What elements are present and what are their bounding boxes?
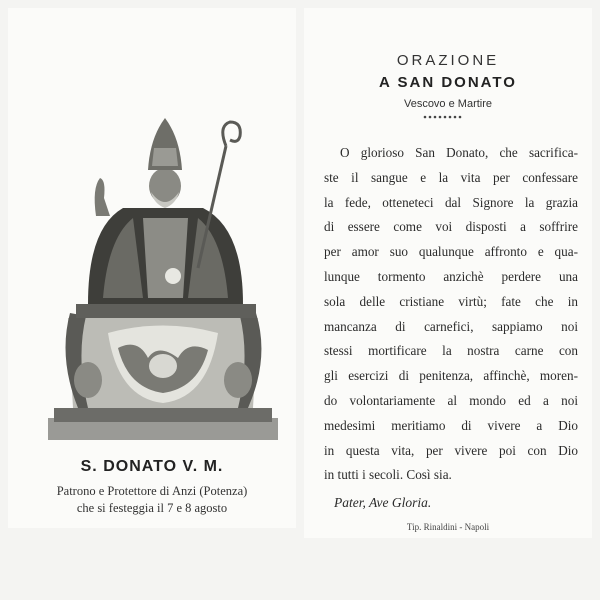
prayer-line: stessi mortificare la nostra carne con: [324, 343, 578, 359]
prayer-line: medesimi meritiamo di vivere a Dio: [324, 417, 578, 433]
prayer-subtitle: A SAN DONATO: [379, 74, 517, 91]
prayer-line: di essere come voi disposti a soffrire: [324, 219, 578, 235]
patron-line: Patrono e Protettore di Anzi (Potenza): [56, 484, 248, 498]
feast-line: che si festeggia il 7 e 8 agosto: [76, 501, 228, 515]
prayer-line: mancanza di carnefici, sappiamo noi: [324, 318, 578, 334]
prayer-text: [324, 141, 578, 488]
prayer-title: ORAZIONE: [396, 52, 500, 69]
prayer-line: O glorioso San Donato, che sacrifica-: [340, 145, 578, 160]
prayer-line: gli esercizi di penitenza, affinchè, moren-: [324, 368, 578, 384]
prayer-line: do volontariamente al mondo ed a noi: [324, 392, 578, 408]
dot-ornament-icon: [422, 114, 462, 120]
printer-credit: Tip. Rinaldini - Napoli: [406, 522, 490, 532]
holy-card-back: [304, 8, 592, 538]
prayer-line: la fede, otteneteci dal Signore la grazia: [324, 194, 578, 210]
prayer-line: sola delle cristiane virtù; fate che in: [324, 293, 578, 309]
prayer-line: in tutti i secoli. Così sia.: [324, 467, 452, 483]
holy-card-front: [8, 8, 296, 528]
saint-name-heading: S. DONATO V. M.: [80, 458, 224, 475]
prayer-line: per amor suo qualunque affronto e qua-: [324, 244, 578, 260]
closing-line: Pater, Ave Gloria.: [334, 495, 432, 510]
saint-statue-image: [48, 108, 288, 448]
prayer-line: lunque tormento anzichè perdere una: [324, 268, 578, 284]
prayer-line: in questa vita, per vivere poi con Dio: [324, 442, 578, 458]
prayer-role: Vescovo e Martire: [403, 98, 493, 110]
prayer-line: ste il sangue e la vita per confessare: [324, 169, 578, 185]
